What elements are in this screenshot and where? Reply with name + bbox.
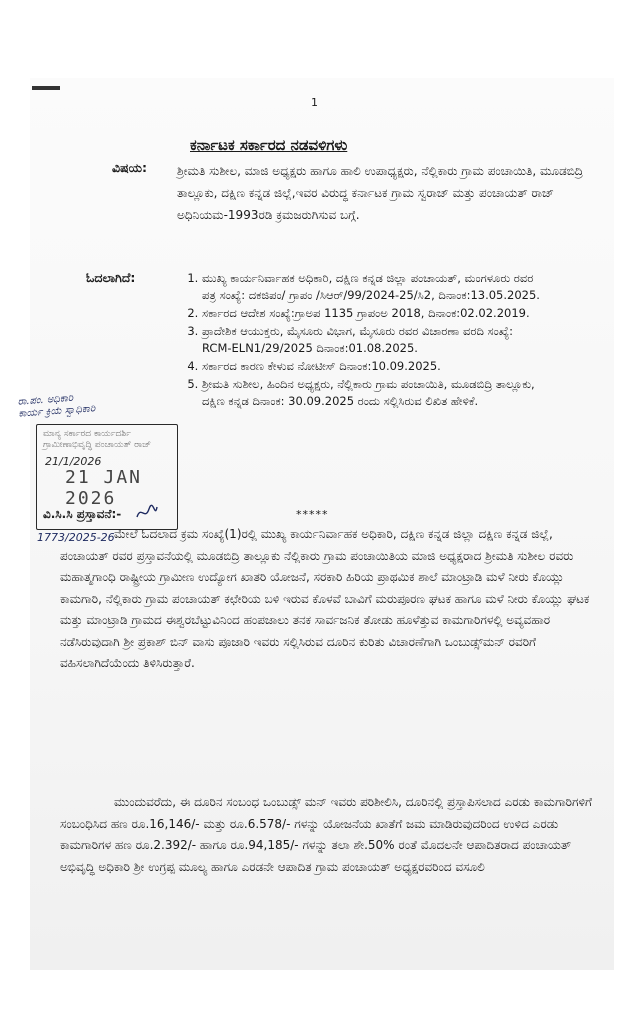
- inward-stamp: [36, 424, 178, 544]
- margin-mark: [32, 86, 60, 90]
- reference-item: 1. ಮುಖ್ಯ ಕಾರ್ಯನಿರ್ವಾಹಕ ಅಧಿಕಾರಿ, ದಕ್ಷಿಣ ಕನ್ನಡ ಜಿಲ್ಲಾ ಪಂಚಾಯತ್, ಮಂಗಳೂರು ರವರ ಪತ್ರ ಸಂಖ್ಯೆ: ದಕಜಿಪಂ/ ಗ್ರಾಪಂ /ಸಿಆರ್/99/2024-25/ಸಿ2, ದಿನಾಂಕ:13.05.2025.: [202, 270, 544, 304]
- reference-item: 2. ಸರ್ಕಾರದ ಆದೇಶ ಸಂಖ್ಯೆ:ಗ್ರಾಅಪ 1135 ಗ್ರಾಪಂಅ 2018, ದಿನಾಂಕ:02.02.2019.: [202, 305, 544, 322]
- references-list: [182, 270, 544, 411]
- stamp-number: 1773/2025-26: [37, 531, 115, 544]
- reference-item: 4. ಸರ್ಕಾರದ ಕಾರಣ ಕೇಳುವ ನೋಟೀಸ್ ದಿನಾಂಕ:10.09.2025.: [202, 358, 544, 375]
- margin-note-text: ರಾ.ಪಂ. ಅಧಿಕಾರಿ ಕಾರ್ಯ ಕ್ರಿಯೆ ಸ್ವಾಧಿಕಾರಿ: [17, 392, 96, 420]
- references-label: ಓದಲಾಗಿದೆ:: [86, 270, 136, 285]
- stamp-handwritten-date: 21/1/2026: [45, 455, 102, 468]
- stamp-subject-label: ವಿ.ಸಿ.ಸಿ ಪ್ರಸ್ತಾವನೆ:-: [43, 507, 122, 521]
- paragraph-2: ಮುಂದುವರೆದು, ಈ ದೂರಿನ ಸಂಬಂಧ ಒಂಬುಡ್ಸ್ ಮನ್ ಇವರು ಪರಿಶೀಲಿಸಿ, ದೂರಿನಲ್ಲಿ ಪ್ರಸ್ತಾಪಿಸಲಾದ ಎರಡು ಕಾಮಗಾರಿಗಳಿಗೆ ಸಂಬಂಧಿಸಿದ ಹಣ ರೂ.16,146/- ಮತ್ತು ರೂ.6.578/- ಗಳನ್ನು ಯೋಜನೆಯ ಖಾತೆಗೆ ಜಮ ಮಾಡಿರುವುದರಿಂದ ಉಳಿದ ಎರಡು ಕಾಮಗಾರಿಗಳ ಹಣ ರೂ.2.392/- ಹಾಗೂ ರೂ.94,185/- ಗಳನ್ನು ತಲಾ ಶೇ.50% ರಂತೆ ಮೊದಲನೇ ಆಪಾದಿತರಾದ ಪಂಚಾಯತ್ ಅಭಿವೃದ್ಧಿ ಅಧಿಕಾರಿ ಶ್ರೀ ಉಗ್ರಪ್ಪ ಮೂಲ್ಯ ಹಾಗೂ ಎರಡನೇ ಆಪಾದಿತ ಗ್ರಾಮ ಪಂಚಾಯತ್ ಅಧ್ಯಕ್ಷರವರಿಂದ ವಸೂಲಿ: [60, 795, 593, 874]
- reference-item: 5. ಶ್ರೀಮತಿ ಸುಶೀಲ, ಹಿಂದಿನ ಅಧ್ಯಕ್ಷರು, ನೆಲ್ಲಿಕಾರು ಗ್ರಾಮ ಪಂಚಾಯಿತಿ, ಮೂಡಬಿದ್ರಿ ತಾಲ್ಲೂಕು, ದಕ್ಷಿಣ ಕನ್ನಡ ದಿನಾಂಕ: 30.09.2025 ರಂದು ಸಲ್ಲಿಸಿರುವ ಲಿಖಿತ ಹೇಳಿಕೆ.: [202, 376, 544, 410]
- subject-label: ವಿಷಯ:: [112, 160, 147, 175]
- subject-text: ಶ್ರೀಮತಿ ಸುಶೀಲ, ಮಾಜಿ ಅಧ್ಯಕ್ಷರು ಹಾಗೂ ಹಾಲಿ ಉಪಾಧ್ಯಕ್ಷರು, ನೆಲ್ಲಿಕಾರು ಗ್ರಾಮ ಪಂಚಾಯಿತಿ, ಮೂಡಬಿದ್ರಿ ತಾಲ್ಲೂಕು, ದಕ್ಷಿಣ ಕನ್ನಡ ಜಿಲ್ಲೆ,ಇವರ ವಿರುದ್ಧ ಕರ್ನಾಟಕ ಗ್ರಾಮ ಸ್ವರಾಜ್ ಮತ್ತು ಪಂಚಾಯತ್ ರಾಜ್ ಅಧಿನಿಯಮ-1993ರಡಿ ಕ್ರಮಜರುಗಿಸುವ ಬಗ್ಗೆ.: [177, 164, 584, 222]
- stamp-header: ಮಾನ್ಯ ಸರ್ಕಾರದ ಕಾರ್ಯದರ್ಶಿ ಗ್ರಾಮೀಣಾಭಿವೃದ್ಧಿ ಪಂಚಾಯತ್ ರಾಜ್: [43, 429, 152, 450]
- separator: *****: [296, 508, 329, 521]
- paragraph-1: ಮೇಲೆ ಓದಲಾದ ಕ್ರಮ ಸಂಖ್ಯೆ(1)ರಲ್ಲಿ ಮುಖ್ಯ ಕಾರ್ಯನಿರ್ವಾಹಕ ಅಧಿಕಾರಿ, ದಕ್ಷಿಣ ಕನ್ನಡ ಜಿಲ್ಲಾ ದಕ್ಷಿಣ ಕನ್ನಡ ಜಿಲ್ಲೆ, ಪಂಚಾಯತ್ ರವರ ಪ್ರಸ್ತಾವನೆಯಲ್ಲಿ ಮೂಡಬಿದ್ರಿ ತಾಲ್ಲೂಕು ನೆಲ್ಲಿಕಾರು ಗ್ರಾಮ ಪಂಚಾಯಿತಿಯ ಮಾಜಿ ಅಧ್ಯಕ್ಷರಾದ ಶ್ರೀಮತಿ ಸುಶೀಲ ರವರು ಮಹಾತ್ಮಗಾಂಧಿ ರಾಷ್ಟ್ರೀಯ ಗ್ರಾಮೀಣ ಉದ್ಯೋಗ ಖಾತರಿ ಯೋಜನೆ, ಸರಕಾರಿ ಹಿರಿಯ ಪ್ರಾಥಮಿಕ ಶಾಲೆ ಮಾಂಟ್ರಾಡಿ ಮಳೆ ನೀರು ಕೊಯ್ಲು ಕಾಮಗಾರಿ, ನೆಲ್ಲಿಕಾರು ಗ್ರಾಮ ಪಂಚಾಯತ್ ಕಛೇರಿಯ ಬಳಿ ಇರುವ ಕೊಳವೆ ಬಾವಿಗೆ ಮರುಪೂರಣ ಘಟಕ ಹಾಗೂ ಮಳೆ ನೀರು ಕೊಯ್ಲು ಘಟಕ ಮತ್ತು ಮಾಂಟ್ರಾಡಿ ಗ್ರಾಮದ ಈಶ್ವರಬೆಟ್ಟುವಿನಿಂದ ಹಂಪಜಾಲು ತನಕ ಸಾರ್ವಜನಿಕ ತೋಡು ಹೂಳೆತ್ತುವ ಕಾಮಗಾರಿಗಳಲ್ಲಿ ಅವ್ಯವಹಾರ ನಡೆಸಿರುವುದಾಗಿ ಶ್ರೀ ಪ್ರಕಾಶ್ ಬಿನ್ ವಾಸು ಪೂಜಾರಿ ಇವರು ಸಲ್ಲಿಸಿರುವ ದೂರಿನ ಕುರಿತು ವಿಚಾರಣೆಗಾಗಿ ಒಂಬುಡ್ಸ್‌ಮನ್ ರವರಿಗೆ ವಹಿಸಲಾಗಿದೆಯೆಂದು ತಿಳಿಸಿರುತ್ತಾರೆ.: [60, 527, 590, 670]
- page-number: 1: [311, 96, 318, 109]
- reference-item: 3. ಪ್ರಾದೇಶಿಕ ಆಯುಕ್ತರು, ಮೈಸೂರು ವಿಭಾಗ, ಮೈಸೂರು ರವರ ವಿಚಾರಣಾ ವರದಿ ಸಂಖ್ಯೆ: RCM-ELN1/29/2025 ದಿನಾಂಕ:01.08.2025.: [202, 323, 544, 357]
- stamp-date: 21 JAN 2026: [65, 467, 143, 509]
- document-title: ಕರ್ನಾಟಕ ಸರ್ಕಾರದ ನಡವಳಿಗಳು: [190, 136, 348, 154]
